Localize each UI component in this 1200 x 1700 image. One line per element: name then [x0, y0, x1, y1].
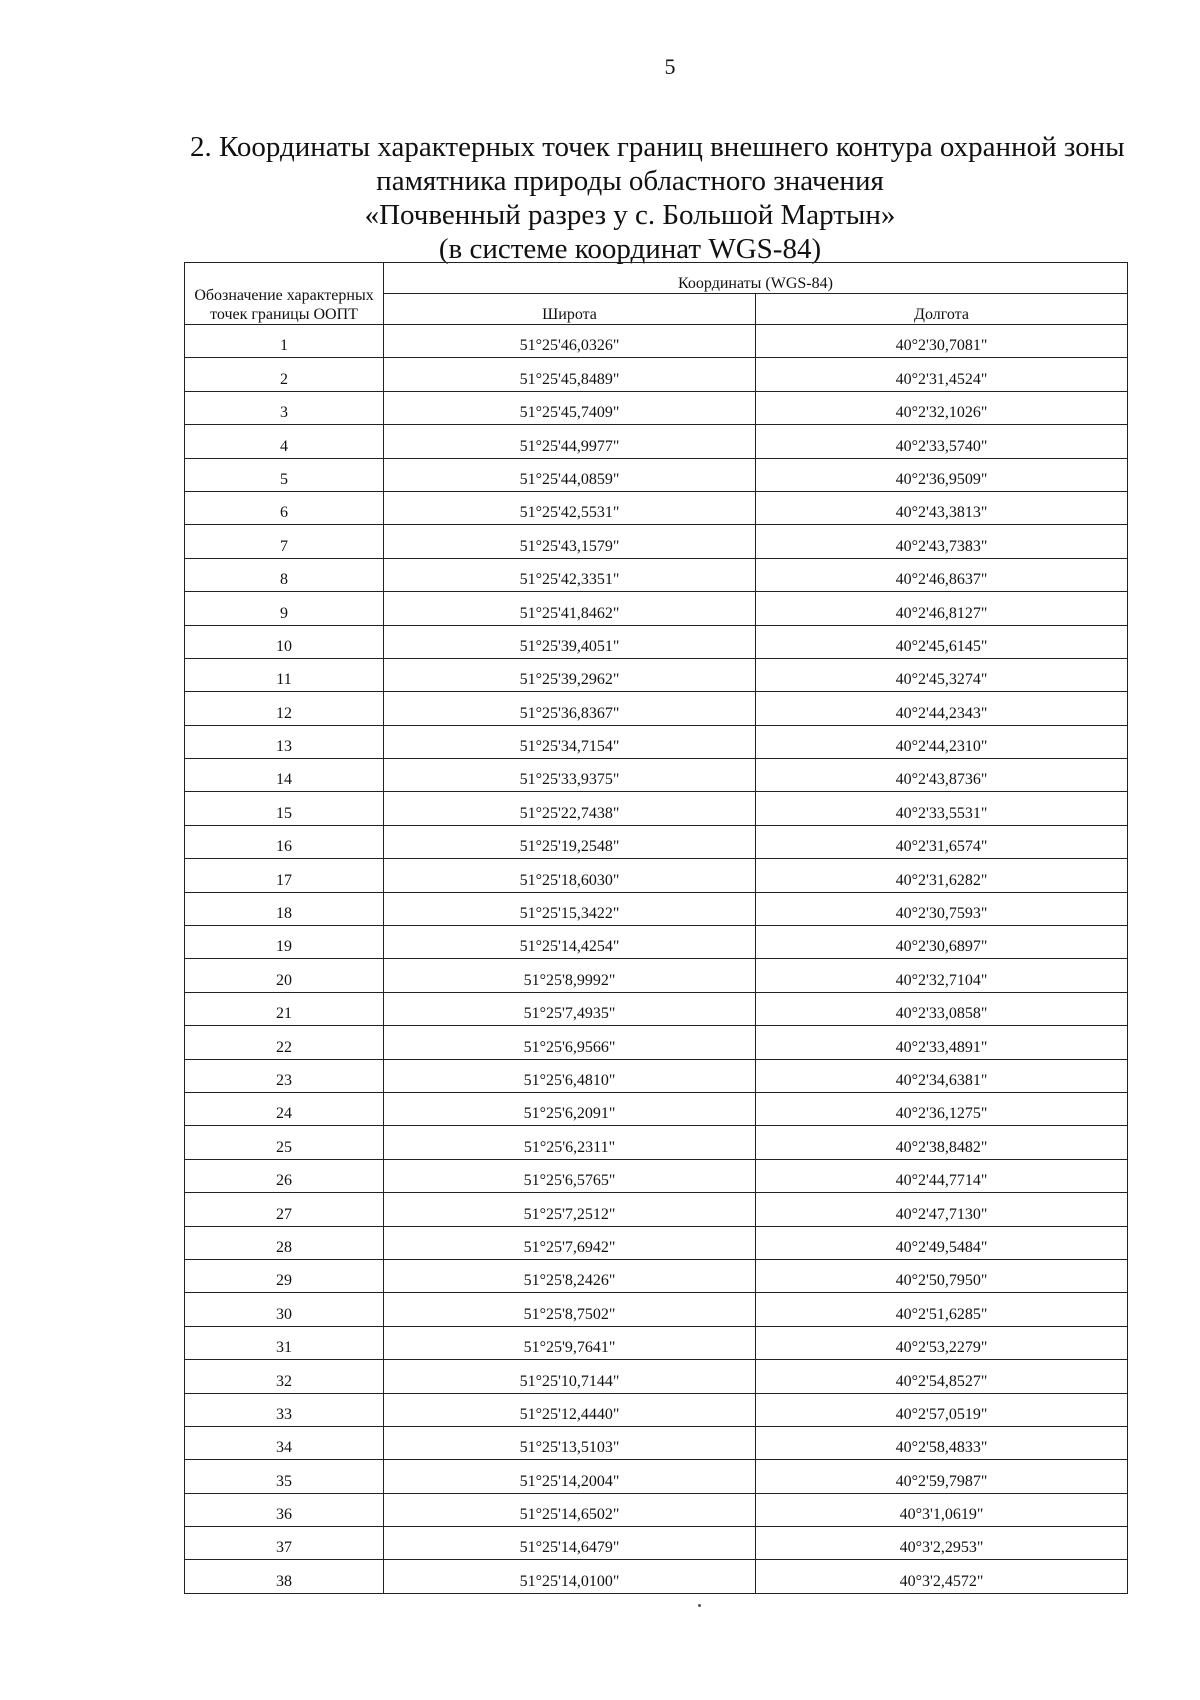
longitude-cell: 40°2'43,3813" — [756, 491, 1128, 524]
header-longitude: Долгота — [756, 294, 1128, 325]
longitude-cell: 40°2'33,5531" — [756, 792, 1128, 825]
point-number-cell: 16 — [185, 825, 384, 858]
point-number-cell: 17 — [185, 859, 384, 892]
longitude-cell: 40°2'31,6574" — [756, 825, 1128, 858]
table-row — [185, 358, 1128, 391]
latitude-cell: 51°25'15,3422" — [384, 892, 756, 925]
table-row — [185, 1560, 1128, 1593]
point-number-cell: 23 — [185, 1059, 384, 1092]
longitude-cell: 40°2'31,6282" — [756, 859, 1128, 892]
latitude-cell: 51°25'9,7641" — [384, 1326, 756, 1359]
longitude-cell: 40°2'59,7987" — [756, 1460, 1128, 1493]
point-number-cell: 34 — [185, 1426, 384, 1459]
point-number-cell: 4 — [185, 425, 384, 458]
point-number-cell: 20 — [185, 959, 384, 992]
table-row — [185, 1293, 1128, 1326]
table-row — [185, 1226, 1128, 1259]
point-number-cell: 2 — [185, 358, 384, 391]
point-number-cell: 29 — [185, 1259, 384, 1292]
scan-speck — [698, 1604, 701, 1607]
longitude-cell: 40°2'32,1026" — [756, 391, 1128, 424]
point-number-cell: 35 — [185, 1460, 384, 1493]
table-row — [185, 558, 1128, 591]
table-row — [185, 1326, 1128, 1359]
latitude-cell: 51°25'45,7409" — [384, 391, 756, 424]
point-number-cell: 28 — [185, 1226, 384, 1259]
latitude-cell: 51°25'10,7144" — [384, 1360, 756, 1393]
latitude-cell: 51°25'8,2426" — [384, 1259, 756, 1292]
point-number-cell: 10 — [185, 625, 384, 658]
latitude-cell: 51°25'44,0859" — [384, 458, 756, 491]
latitude-cell: 51°25'14,6479" — [384, 1527, 756, 1560]
table-row — [185, 625, 1128, 658]
longitude-cell: 40°2'33,0858" — [756, 992, 1128, 1025]
table-row — [185, 825, 1128, 858]
latitude-cell: 51°25'7,4935" — [384, 992, 756, 1025]
point-number-cell: 13 — [185, 725, 384, 758]
latitude-cell: 51°25'43,1579" — [384, 525, 756, 558]
latitude-cell: 51°25'36,8367" — [384, 692, 756, 725]
longitude-cell: 40°2'30,7593" — [756, 892, 1128, 925]
longitude-cell: 40°2'34,6381" — [756, 1059, 1128, 1092]
latitude-cell: 51°25'46,0326" — [384, 325, 756, 358]
latitude-cell: 51°25'6,9566" — [384, 1026, 756, 1059]
table-row — [185, 458, 1128, 491]
title-line-1: 2. Координаты характерных точек границ внешнего контура охранной зоны — [190, 131, 1125, 163]
latitude-cell: 51°25'41,8462" — [384, 592, 756, 625]
latitude-cell: 51°25'42,5531" — [384, 491, 756, 524]
latitude-cell: 51°25'39,2962" — [384, 658, 756, 691]
point-number-cell: 31 — [185, 1326, 384, 1359]
point-number-cell: 30 — [185, 1293, 384, 1326]
table-row — [185, 592, 1128, 625]
point-number-cell: 7 — [185, 525, 384, 558]
latitude-cell: 51°25'14,6502" — [384, 1493, 756, 1526]
point-number-cell: 25 — [185, 1126, 384, 1159]
table-row — [185, 926, 1128, 959]
table-row — [185, 1426, 1128, 1459]
latitude-cell: 51°25'34,7154" — [384, 725, 756, 758]
longitude-cell: 40°2'50,7950" — [756, 1259, 1128, 1292]
point-number-cell: 37 — [185, 1527, 384, 1560]
point-number-cell: 38 — [185, 1560, 384, 1593]
longitude-cell: 40°2'58,4833" — [756, 1426, 1128, 1459]
latitude-cell: 51°25'22,7438" — [384, 792, 756, 825]
point-number-cell: 33 — [185, 1393, 384, 1426]
point-number-cell: 11 — [185, 658, 384, 691]
longitude-cell: 40°2'47,7130" — [756, 1193, 1128, 1226]
point-number-cell: 32 — [185, 1360, 384, 1393]
table-row — [185, 892, 1128, 925]
latitude-cell: 51°25'6,2311" — [384, 1126, 756, 1159]
document-title — [190, 130, 1125, 266]
table-row — [185, 1092, 1128, 1125]
table-row — [185, 658, 1128, 691]
latitude-cell: 51°25'6,4810" — [384, 1059, 756, 1092]
longitude-cell: 40°2'57,0519" — [756, 1393, 1128, 1426]
longitude-cell: 40°2'30,7081" — [756, 325, 1128, 358]
latitude-cell: 51°25'12,4440" — [384, 1393, 756, 1426]
latitude-cell: 51°25'18,6030" — [384, 859, 756, 892]
table-row — [185, 1527, 1128, 1560]
point-number-cell: 9 — [185, 592, 384, 625]
table-row — [185, 425, 1128, 458]
point-number-cell: 1 — [185, 325, 384, 358]
latitude-cell: 51°25'6,2091" — [384, 1092, 756, 1125]
latitude-cell: 51°25'44,9977" — [384, 425, 756, 458]
table-row — [185, 1193, 1128, 1226]
point-number-cell: 8 — [185, 558, 384, 591]
point-number-cell: 19 — [185, 926, 384, 959]
latitude-cell: 51°25'14,4254" — [384, 926, 756, 959]
point-number-cell: 26 — [185, 1159, 384, 1192]
title-line-4: (в системе координат WGS-84) — [438, 233, 822, 265]
point-number-cell: 27 — [185, 1193, 384, 1226]
longitude-cell: 40°2'45,3274" — [756, 658, 1128, 691]
longitude-cell: 40°2'53,2279" — [756, 1326, 1128, 1359]
latitude-cell: 51°25'13,5103" — [384, 1426, 756, 1459]
title-line-3: «Почвенный разрез у с. Большой Мартын» — [364, 199, 896, 231]
longitude-cell: 40°2'46,8637" — [756, 558, 1128, 591]
point-number-cell: 12 — [185, 692, 384, 725]
longitude-cell: 40°2'45,6145" — [756, 625, 1128, 658]
longitude-cell: 40°2'44,7714" — [756, 1159, 1128, 1192]
longitude-cell: 40°2'43,7383" — [756, 525, 1128, 558]
point-number-cell: 36 — [185, 1493, 384, 1526]
point-number-cell: 21 — [185, 992, 384, 1025]
table-row — [185, 725, 1128, 758]
longitude-cell: 40°2'30,6897" — [756, 926, 1128, 959]
latitude-cell: 51°25'7,6942" — [384, 1226, 756, 1259]
longitude-cell: 40°3'1,0619" — [756, 1493, 1128, 1526]
table-row — [185, 1460, 1128, 1493]
coordinates-table — [184, 262, 1128, 1594]
longitude-cell: 40°2'33,5740" — [756, 425, 1128, 458]
point-number-cell: 14 — [185, 759, 384, 792]
table-row — [185, 992, 1128, 1025]
point-number-cell: 24 — [185, 1092, 384, 1125]
latitude-cell: 51°25'8,7502" — [384, 1293, 756, 1326]
longitude-cell: 40°2'31,4524" — [756, 358, 1128, 391]
point-number-cell: 3 — [185, 391, 384, 424]
latitude-cell: 51°25'42,3351" — [384, 558, 756, 591]
point-number-cell: 5 — [185, 458, 384, 491]
longitude-cell: 40°2'43,8736" — [756, 759, 1128, 792]
table-row — [185, 959, 1128, 992]
point-number-cell: 22 — [185, 1026, 384, 1059]
latitude-cell: 51°25'8,9992" — [384, 959, 756, 992]
point-number-cell: 15 — [185, 792, 384, 825]
coordinates-table-body — [185, 325, 1128, 1594]
longitude-cell: 40°2'36,9509" — [756, 458, 1128, 491]
longitude-cell: 40°2'51,6285" — [756, 1293, 1128, 1326]
latitude-cell: 51°25'39,4051" — [384, 625, 756, 658]
longitude-cell: 40°2'44,2343" — [756, 692, 1128, 725]
table-row — [185, 1026, 1128, 1059]
longitude-cell: 40°2'32,7104" — [756, 959, 1128, 992]
latitude-cell: 51°25'14,0100" — [384, 1560, 756, 1593]
longitude-cell: 40°3'2,2953" — [756, 1527, 1128, 1560]
latitude-cell: 51°25'7,2512" — [384, 1193, 756, 1226]
longitude-cell: 40°2'49,5484" — [756, 1226, 1128, 1259]
header-coordinates: Координаты (WGS-84) — [384, 263, 1128, 294]
title-line-2: памятника природы областного значения — [376, 165, 884, 197]
table-row — [185, 391, 1128, 424]
table-row — [185, 1259, 1128, 1292]
latitude-cell: 51°25'14,2004" — [384, 1460, 756, 1493]
longitude-cell: 40°2'38,8482" — [756, 1126, 1128, 1159]
latitude-cell: 51°25'19,2548" — [384, 825, 756, 858]
header-latitude: Широта — [384, 294, 756, 325]
table-row — [185, 1493, 1128, 1526]
table-row — [185, 1059, 1128, 1092]
longitude-cell: 40°2'46,8127" — [756, 592, 1128, 625]
table-row — [185, 525, 1128, 558]
header-point-designation: Обозначение характерных точек границы ООПТ — [185, 263, 384, 325]
longitude-cell: 40°2'54,8527" — [756, 1360, 1128, 1393]
latitude-cell: 51°25'6,5765" — [384, 1159, 756, 1192]
table-row — [185, 325, 1128, 358]
page-number: 5 — [664, 54, 676, 79]
point-number-cell: 6 — [185, 491, 384, 524]
longitude-cell: 40°2'36,1275" — [756, 1092, 1128, 1125]
table-row — [185, 1159, 1128, 1192]
table-row — [185, 1360, 1128, 1393]
table-row — [185, 491, 1128, 524]
table-row — [185, 759, 1128, 792]
table-row — [185, 859, 1128, 892]
longitude-cell: 40°2'33,4891" — [756, 1026, 1128, 1059]
table-row — [185, 792, 1128, 825]
latitude-cell: 51°25'33,9375" — [384, 759, 756, 792]
latitude-cell: 51°25'45,8489" — [384, 358, 756, 391]
table-row — [185, 1393, 1128, 1426]
table-row — [185, 692, 1128, 725]
longitude-cell: 40°3'2,4572" — [756, 1560, 1128, 1593]
point-number-cell: 18 — [185, 892, 384, 925]
table-row — [185, 1126, 1128, 1159]
longitude-cell: 40°2'44,2310" — [756, 725, 1128, 758]
